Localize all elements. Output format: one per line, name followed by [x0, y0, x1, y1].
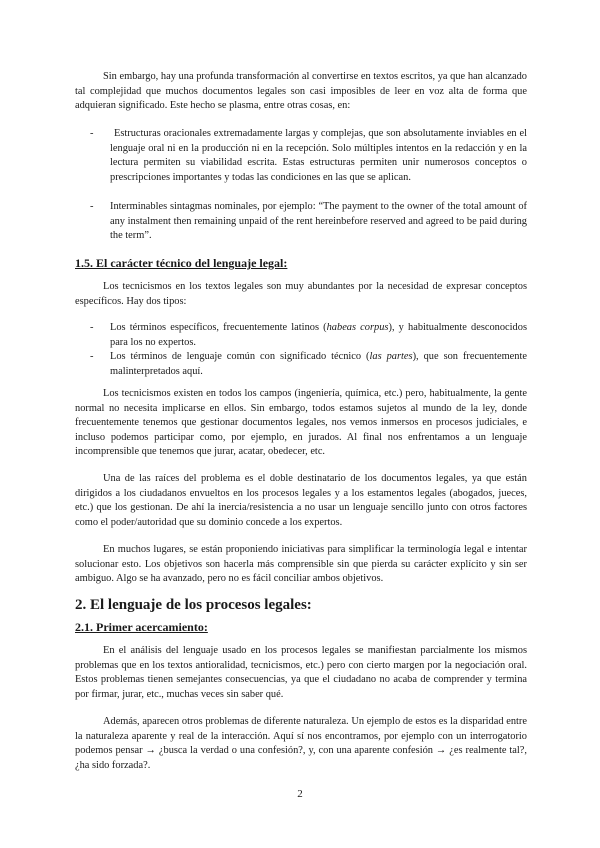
list-bullet: -: [90, 322, 94, 333]
paragraph-double-recipient: Una de las raíces del problema es el doble destinatario de los documentos legales, ya que están dirigidos a los ciudadanos envueltos en los procesos legales y a los estamentos legales (abogados, jueces, etc.) que los gestionan. De ahí la inercia/resistencia a no usar un lenguaje sencillo junto con otros factores como el poder/autoridad que su dominio concede a los expertos.: [75, 473, 527, 528]
page-number: 2: [297, 788, 303, 800]
section-heading-1-5: 1.5. El carácter técnico del lenguaje legal:: [75, 256, 288, 270]
paragraph-initiatives: En muchos lugares, se están proponiendo iniciativas para simplificar la terminología legal e intentar solucionar esto. Los objetivos son hacerla más comprensible sin que pierda su carácter explícito y sin ser ambiguo. Algo se ha avanzado, pero no es fácil conciliar ambos objetivos.: [75, 544, 527, 584]
list-item-nominal-phrases: Interminables sintagmas nominales, por ejemplo: “The payment to the owner of the total amount of any instalment then remaining unpaid of the rent hereinbefore reserved and agreed to be paid during the term”.: [110, 201, 527, 241]
paragraph-other-problems: Además, aparecen otros problemas de diferente naturaleza. Un ejemplo de estos es la disparidad entre la naturaleza aparente y real de la interacción. Aquí sí nos encontramos, por ejemplo con un interrogatorio podemos pensar → ¿busca la verdad o una confesión?, y, con una aparente confesión → ¿es realmente tal?, ¿ha sido forzada?.: [75, 716, 527, 771]
paragraph-analysis: En el análisis del lenguaje usado en los procesos legales se manifiestan parcialmente los mismos problemas que en los textos antioralidad, tecnicismos, etc.) pero con cierto margen por la negociación oral. Estos problemas tienen semejantes consecuencias, ya que el ciudadano no acaba de comprender y termina por firmar, jurar, etc., muchas veces sin saber qué.: [75, 645, 527, 700]
list-bullet: -: [90, 201, 94, 212]
latin-term: habeas corpus: [326, 322, 389, 333]
list-bullet: -: [90, 128, 94, 139]
list-item-common-terms: Los términos de lenguaje común con significado técnico (las partes), que son frecuentemente malinterpretados aquí.: [110, 351, 527, 377]
list-item-structures: Estructuras oracionales extremadamente largas y complejas, que son absolutamente inviables en el lenguaje oral ni en la producción ni en la recepción. Solo múltiples intentos en la redacción y en la lectura permiten su viabilidad escrita. Estas estructuras permiten unir numerosos conceptos o prescripciones importantes y todas las condiciones en las que se aplican.: [110, 128, 527, 183]
section-heading-2-1: 2.1. Primer acercamiento:: [75, 620, 208, 634]
paragraph-fields: Los tecnicismos existen en todos los campos (ingeniería, química, etc.) pero, habitualmente, la gente normal no necesita implicarse en ellos. Sin embargo, todos estamos sujetos al mundo de la ley, donde frecuentemente tenemos que gestionar documentos legales, nos vemos inmersos en procesos judiciales, e incluso podemos participar como, por ejemplo, en jurados. Al final nos enfrentamos a un lenguaje incomprensible que tenemos que jurar, acatar, obedecer, etc.: [75, 388, 527, 457]
paragraph-intro: Sin embargo, hay una profunda transformación al convertirse en textos escritos, ya que han alcanzado tal complejidad que muchos documentos legales son casi imposibles de leer en voz alta de forma que adquieran significado. Este hecho se plasma, entre otras cosas, en:: [75, 71, 527, 111]
list-bullet: -: [90, 351, 94, 362]
list-item-specific-terms: Los términos específicos, frecuentemente latinos (habeas corpus), y habitualmente desconocidos para los no expertos.: [110, 322, 527, 348]
section-heading-2: 2. El lenguaje de los procesos legales:: [75, 597, 312, 613]
technical-term: las partes: [369, 351, 413, 362]
paragraph-technicalities: Los tecnicismos en los textos legales son muy abundantes por la necesidad de expresar conceptos específicos. Hay dos tipos:: [75, 281, 527, 307]
